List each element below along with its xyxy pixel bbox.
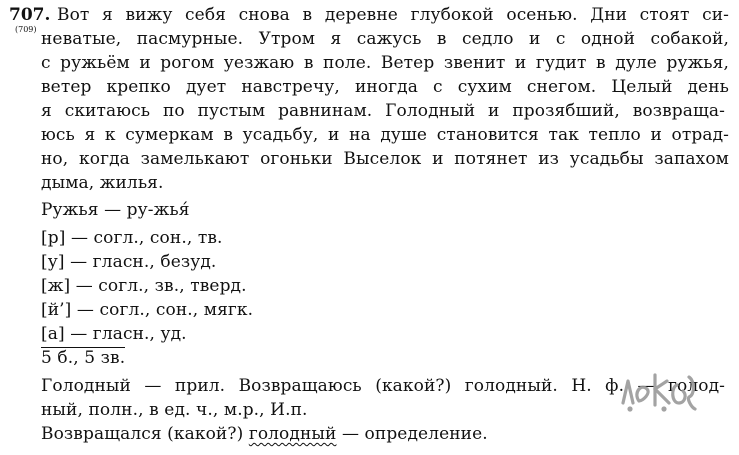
phonetic-sound: [а] — гласн., уд. bbox=[41, 324, 187, 344]
exercise-number: 707. bbox=[9, 5, 51, 25]
phonetic-sound: [р] — согл., сон., тв. bbox=[41, 228, 223, 248]
phonetic-sound: [й’] — согл., сон., мягк. bbox=[41, 300, 254, 320]
syntactic-role-word: голодный bbox=[248, 424, 337, 444]
paragraph-line: ветер крепко дует навстречу, иногда с сухим снегом. Целый день bbox=[41, 77, 729, 97]
morphology-line: ный, полн., в ед. ч., м.р., И.п. bbox=[41, 400, 308, 420]
morphology-text: Возвращался (какой?) bbox=[41, 424, 249, 444]
morphology-line: Голодный — прил. Возвращаюсь (какой?) голодный. Н. ф. — голод- bbox=[41, 376, 725, 396]
paragraph-line: юсь я к сумеркам в усадьбу, и на душе становится так тепло и отрад- bbox=[41, 125, 729, 145]
morphology-line bbox=[41, 423, 488, 445]
paragraph-line: с ружьём и рогом уезжаю в поле. Ветер звенит и гудит в дуле ружья, bbox=[41, 53, 729, 73]
paragraph-line: дыма, жилья. bbox=[41, 173, 164, 193]
phonetic-sound: [ж] — согл., зв., тверд. bbox=[41, 276, 247, 296]
paragraph-line: Вот я вижу себя снова в деревне глубокой осенью. Дни стоят си- bbox=[57, 5, 729, 25]
exercise-reference: (709) bbox=[15, 25, 37, 34]
phonetic-word: Ружья — ру-жья́ bbox=[41, 200, 190, 220]
phonetic-summary: 5 б., 5 зв. bbox=[41, 348, 126, 368]
morphology-text: — определение. bbox=[336, 424, 488, 444]
paragraph-line: неватые, пасмурные. Утром я сажусь в седло и с одной собакой, bbox=[41, 29, 729, 49]
phonetic-sound: [у] — гласн., безуд. bbox=[41, 252, 217, 272]
paragraph-line: я скитаюсь по пустым равнинам. Голодный и прозябший, возвраща- bbox=[41, 101, 725, 121]
reshak-logo-icon bbox=[617, 363, 699, 415]
paragraph-line: но, когда замелькают огоньки Выселок и потянет из усадьбы запахом bbox=[41, 149, 729, 169]
